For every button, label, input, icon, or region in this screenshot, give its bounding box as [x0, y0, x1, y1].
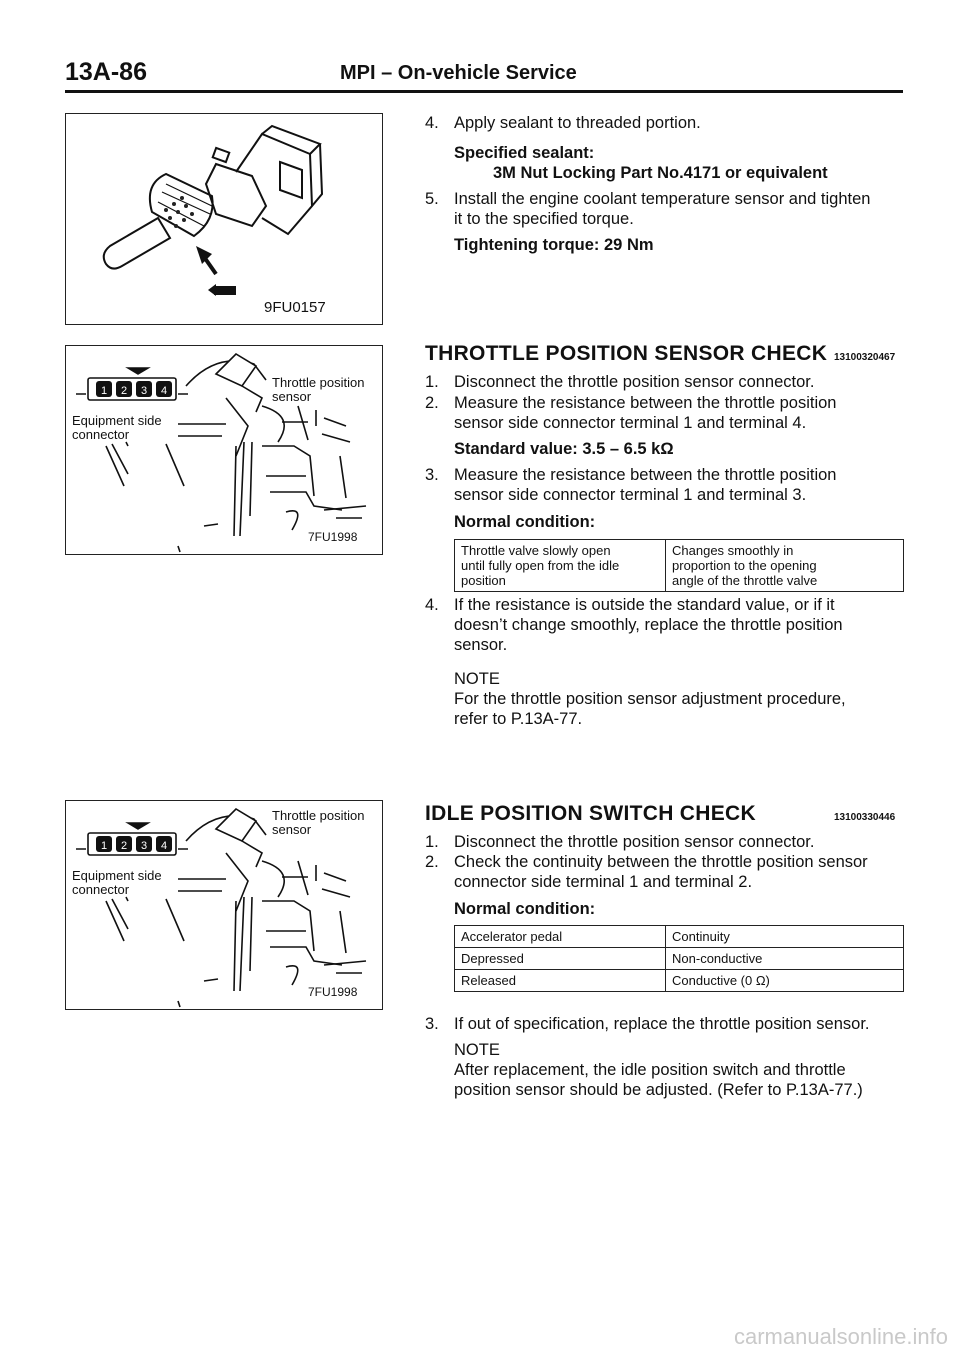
standard-value: Standard value: 3.5 – 6.5 kΩ: [454, 440, 674, 458]
label-throttle-position-sensor: Throttle position sensor: [272, 375, 365, 404]
section-code-idle-switch-check: 13100330446: [834, 812, 896, 823]
idle-note-label: NOTE: [454, 1041, 500, 1059]
label-throttle-position-sensor: Throttle position sensor: [272, 808, 365, 837]
table-row: [455, 970, 904, 992]
tps-note-text: For the throttle position sensor adjustment procedure, refer to P.13A-77.: [454, 690, 846, 728]
install-step-4: 4. Apply sealant to threaded portion.: [425, 114, 701, 132]
pin-2: 2: [120, 385, 128, 397]
figure-idle-switch-connector: [65, 800, 383, 1010]
figure-code: 7FU1998: [308, 985, 358, 999]
table-cell: Released: [455, 970, 666, 992]
idle-step-2: 2. Check the continuity between the throttle position sensor connector side terminal 1 and terminal 2.: [425, 853, 868, 891]
watermark: carmanualsonline.info: [733, 1324, 948, 1349]
install-step-5: 5. Install the engine coolant temperature sensor and tighten it to the specified torque.: [425, 190, 871, 228]
figure-code: 9FU0157: [264, 299, 326, 316]
pin-1: 1: [100, 840, 108, 852]
normal-condition-label: Normal condition:: [454, 513, 596, 531]
idle-step-3: 3. If out of specification, replace the throttle position sensor.: [425, 1015, 870, 1033]
header-rule: [65, 90, 903, 93]
table-cell: Non-conductive: [666, 948, 904, 970]
table-row: [455, 540, 904, 592]
tps-condition-table: [454, 539, 904, 592]
sealant-value: 3M Nut Locking Part No.4171 or equivalent: [493, 164, 828, 182]
tps-step-1: 1. Disconnect the throttle position sensor connector.: [425, 373, 815, 391]
figure-tps-connector: [65, 345, 383, 555]
label-equipment-side-connector: Equipment side connector: [72, 413, 162, 442]
tightening-torque: Tightening torque: 29 Nm: [454, 236, 654, 254]
pin-4: 4: [160, 840, 168, 852]
label-equipment-side-connector: Equipment side connector: [72, 868, 162, 897]
figure-code: 7FU1998: [308, 530, 358, 544]
pin-1: 1: [100, 385, 108, 397]
pin-2: 2: [120, 840, 128, 852]
table-header-cell: Accelerator pedal: [455, 926, 666, 948]
pin-4: 4: [160, 385, 168, 397]
table-header-row: [455, 926, 904, 948]
table-cell: Throttle valve slowly open until fully open from the idle position: [455, 540, 666, 592]
pin-3: 3: [140, 840, 148, 852]
table-cell: Depressed: [455, 948, 666, 970]
table-header-cell: Continuity: [666, 926, 904, 948]
section-title-tps-check: THROTTLE POSITION SENSOR CHECK: [425, 342, 828, 365]
tps-step-4: 4. If the resistance is outside the standard value, or if it doesn’t change smoothly, replace the throttle position sensor.: [425, 596, 843, 654]
sealant-label: Specified sealant:: [454, 144, 595, 162]
idle-note-text: After replacement, the idle position switch and throttle position sensor should be adjusted. (Refer to P.13A-77.): [454, 1061, 863, 1099]
tps-note-label: NOTE: [454, 670, 500, 688]
page-title: MPI – On-vehicle Service: [340, 62, 577, 84]
tps-step-2: 2. Measure the resistance between the throttle position sensor side connector terminal 1 and terminal 4.: [425, 394, 837, 432]
coolant-sensor-illustration: [66, 114, 382, 324]
table-row: [455, 948, 904, 970]
section-title-idle-switch-check: IDLE POSITION SWITCH CHECK: [425, 802, 756, 825]
figure-coolant-sensor: [65, 113, 383, 325]
table-cell: Changes smoothly in proportion to the opening angle of the throttle valve: [666, 540, 904, 592]
pin-3: 3: [140, 385, 148, 397]
normal-condition-label: Normal condition:: [454, 900, 596, 918]
idle-step-1: 1. Disconnect the throttle position sensor connector.: [425, 833, 815, 851]
page-number: 13A-86: [65, 58, 147, 86]
section-code-tps-check: 13100320467: [834, 352, 896, 363]
install-steps: [425, 113, 905, 273]
tps-step-3: 3. Measure the resistance between the throttle position sensor side connector terminal 1 and terminal 3.: [425, 466, 837, 504]
table-cell: Conductive (0 Ω): [666, 970, 904, 992]
idle-switch-table: [454, 925, 904, 992]
